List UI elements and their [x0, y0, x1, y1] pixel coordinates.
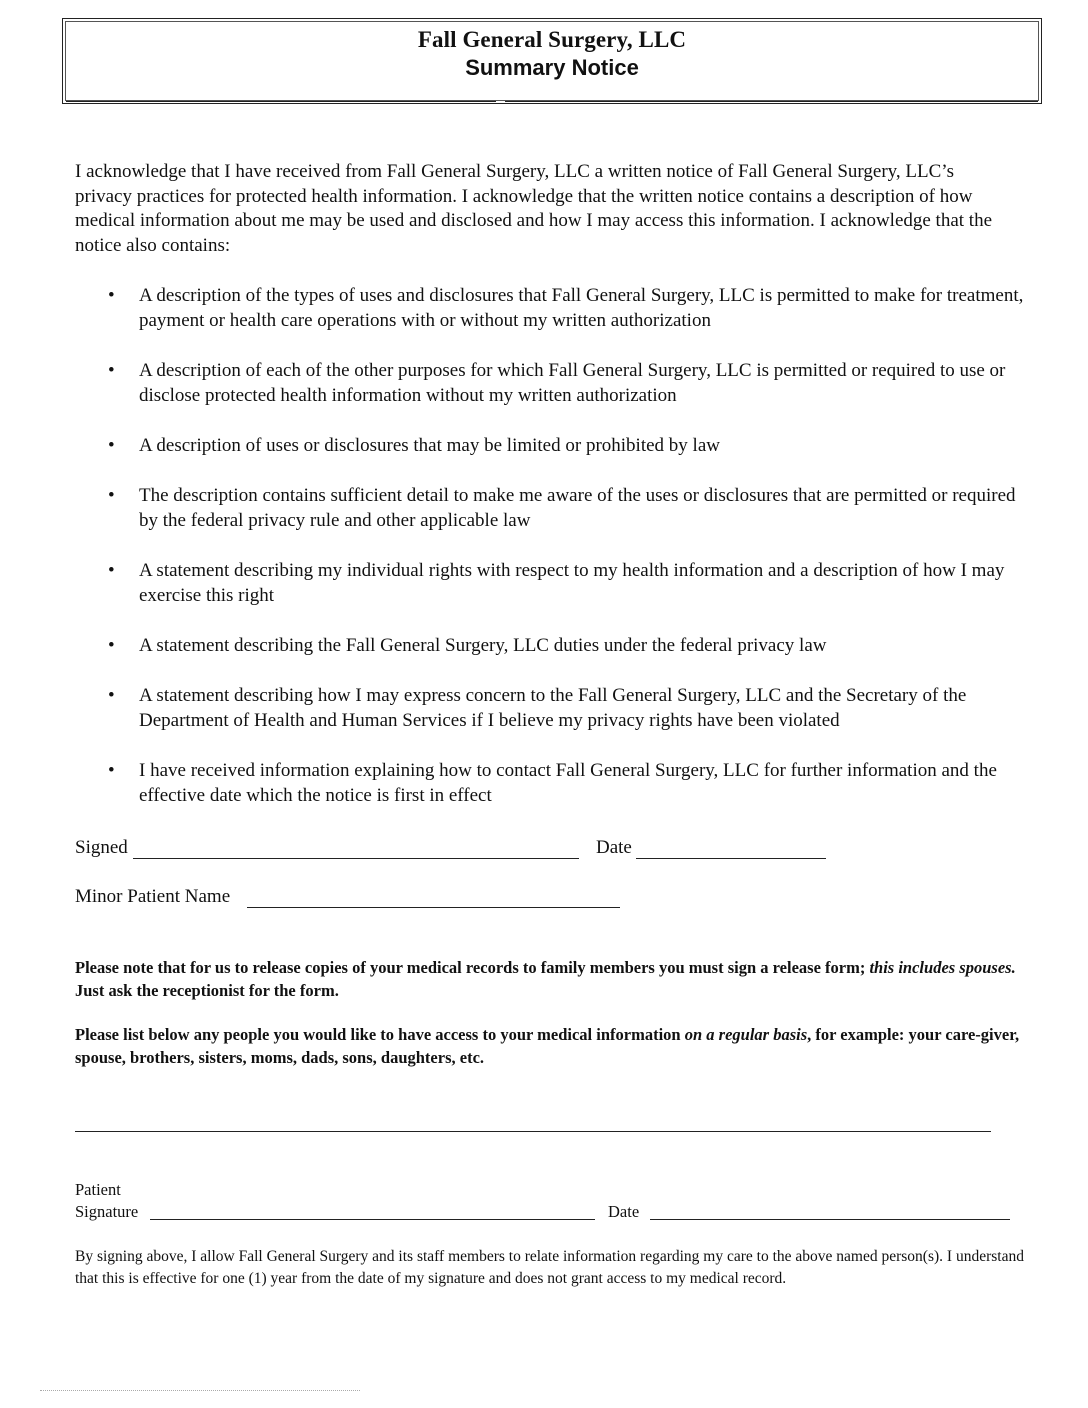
- list-item-text: The description contains sufficient detail to make me aware of the uses or disclosures that are permitted or required by the federal privacy rule and other applicable law: [139, 485, 1016, 531]
- bullet-icon: •: [108, 360, 115, 381]
- signature-label: Signature: [75, 1202, 139, 1221]
- list-item-text: A description of each of the other purposes for which Fall General Surgery, LLC is permitted or required to use or disclose protected health information without my written authorization: [139, 360, 1006, 406]
- patient-signature-line[interactable]: [150, 1219, 595, 1220]
- access-note-text: , for example: your care-giver, spouse, brothers, sisters, moms, dads, sons, daughters, etc.: [75, 1025, 1020, 1067]
- list-item-text: A description of uses or disclosures that may be limited or prohibited by law: [139, 435, 720, 456]
- access-note-text: Please list below any people you would like to have access to your medical information: [75, 1025, 685, 1044]
- bullet-icon: •: [108, 685, 115, 706]
- date-label: Date: [596, 837, 632, 858]
- patient-date-line[interactable]: [650, 1219, 1010, 1220]
- release-note-emphasis: this includes spouses.: [869, 958, 1016, 977]
- document-title: Fall General Surgery, LLC: [417, 27, 687, 52]
- list-item-text: A description of the types of uses and disclosures that Fall General Surgery, LLC is permitted to make for treatment, payment or health care operations with or without my written authorization: [139, 285, 1024, 331]
- bullet-icon: •: [108, 760, 115, 781]
- document-subtitle: Summary Notice: [465, 55, 639, 80]
- release-note: [75, 956, 1035, 1002]
- list-item-text: I have received information explaining how to contact Fall General Surgery, LLC for further information and the effective date which the notice is first in effect: [139, 760, 997, 806]
- consent-paragraph: By signing above, I allow Fall General Surgery and its staff members to relate information regarding my care to the above named person(s). I understand that this is effective for one (1) year from the date of my signature and does not grant access to my medical record.: [75, 1248, 1024, 1287]
- bullet-icon: •: [108, 560, 115, 581]
- list-item-text: A statement describing the Fall General Surgery, LLC duties under the federal privacy law: [139, 635, 827, 656]
- header-divider: [505, 101, 1038, 102]
- minor-patient-name-label: Minor Patient Name: [75, 886, 231, 907]
- header-box: [62, 18, 1042, 104]
- list-item-text: A statement describing my individual rights with respect to my health information and a description of how I may exercise this right: [139, 560, 1005, 606]
- footer-divider: [40, 1390, 360, 1391]
- bullet-icon: •: [108, 635, 115, 656]
- minor-patient-name-line[interactable]: [247, 907, 620, 908]
- bullet-icon: •: [108, 285, 115, 306]
- intro-paragraph: I acknowledge that I have received from Fall General Surgery, LLC a written notice of Fall General Surgery, LLC’s privacy practices for protected health information. I acknowledge that the written notice contains a description of how medical information about me may be used and disclosed and how I may access this information. I acknowledge that the notice also contains:: [75, 161, 993, 256]
- release-note-text: Just ask the receptionist for the form.: [75, 981, 339, 1000]
- bullet-icon: •: [108, 435, 115, 456]
- access-note-emphasis: on a regular basis: [684, 1025, 808, 1044]
- list-item-text: A statement describing how I may express concern to the Fall General Surgery, LLC and the Secretary of the Department of Health and Human Services if I believe my privacy rights have been violated: [139, 685, 967, 731]
- release-note-text: Please note that for us to release copies of your medical records to family members you must sign a release form;: [75, 958, 870, 977]
- access-note: [75, 1023, 1035, 1069]
- bullet-icon: •: [108, 485, 115, 506]
- patient-date-label: Date: [608, 1202, 640, 1221]
- header-divider: [66, 101, 496, 102]
- signed-label: Signed: [75, 837, 128, 858]
- authorized-persons-line[interactable]: [75, 1131, 991, 1132]
- date-line[interactable]: [636, 858, 826, 859]
- signed-line[interactable]: [133, 858, 579, 859]
- patient-label: Patient: [75, 1180, 121, 1199]
